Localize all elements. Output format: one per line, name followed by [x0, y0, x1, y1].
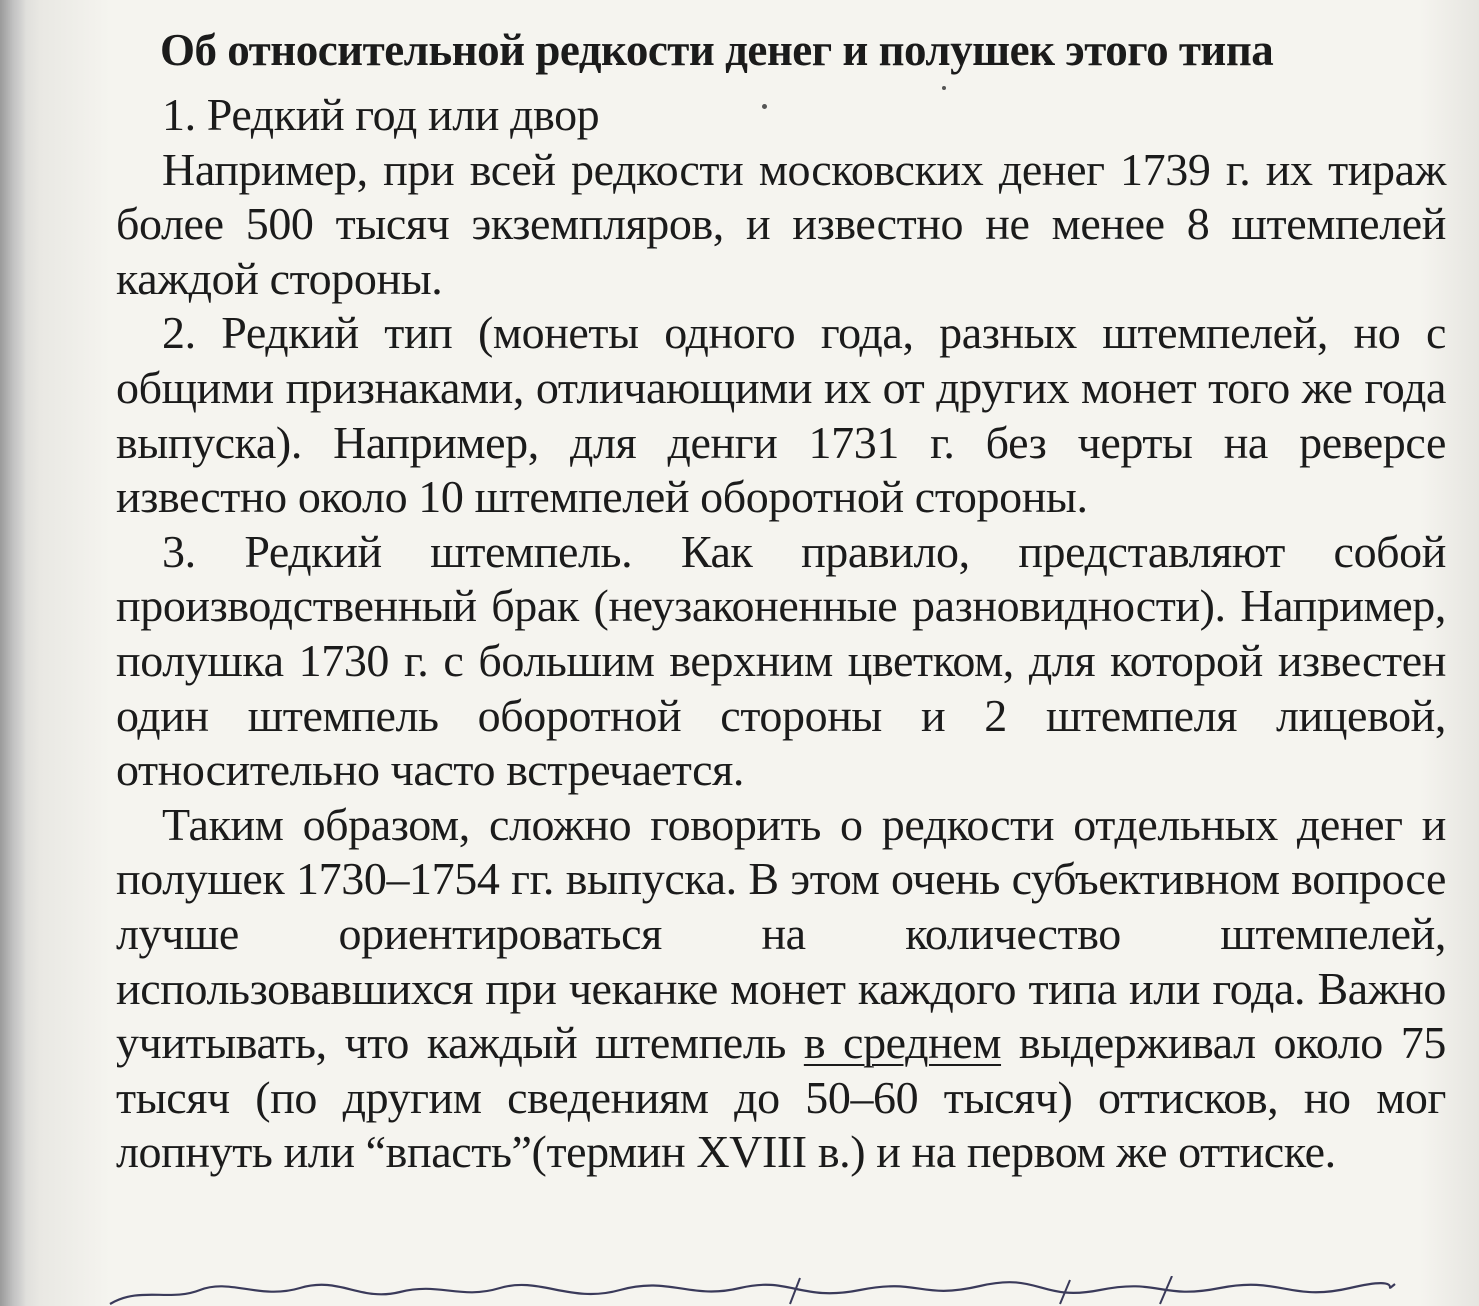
- handwritten-annotation: [100, 1276, 1400, 1306]
- item-1-text: Например, при всей редкости московских денег 1739 г. их тираж более 500 тысяч экземпляров, и известно не менее 8 штемпелей каждой стороны.: [116, 143, 1446, 304]
- page-heading: Об относительной редкости денег и полушек этого типа: [160, 25, 1274, 75]
- item-2-text: 2. Редкий тип (монеты одного года, разных штемпелей, но с общими признаками, отличающими их от других монет того же года выпуска). Например, для денги 1731 г. без черты на реверсе известно около 10 штемпелей оборотной стороны.: [116, 307, 1446, 523]
- conclusion-part-2: выдерживал около 75 тысяч (по другим сведениям до 50–60 тысяч) оттисков, но мог лопнуть или “впасть”(термин XVIII в.) и на первом же оттиске.: [116, 1017, 1446, 1178]
- underlined-phrase: в среднем: [803, 1017, 1002, 1069]
- conclusion-part-1: Таким образом, сложно говорить о редкости отдельных денег и полушек 1730–1754 гг. выпуска. В этом очень субъективном вопросе лучше ориентироваться на количество штемпелей, использовавшихся при чеканке монет каждого типа или года. Важно учитывать, что каждый штемпель: [116, 798, 1446, 1069]
- conclusion-paragraph: [116, 798, 1446, 1180]
- item-1-title: 1. Редкий год или двор: [162, 89, 600, 140]
- scan-speck: [762, 104, 767, 109]
- book-spine-shadow: [0, 0, 26, 1306]
- item-3-text: 3. Редкий штемпель. Как правило, представляют собой производственный брак (неузаконенные разновидности). Например, полушка 1730 г. с большим верхним цветком, для которой известен один штемпель оборотной стороны и 2 штемпеля лицевой, относительно часто встречается.: [116, 525, 1446, 796]
- text-block: [116, 22, 1446, 1180]
- scan-speck: [942, 86, 946, 90]
